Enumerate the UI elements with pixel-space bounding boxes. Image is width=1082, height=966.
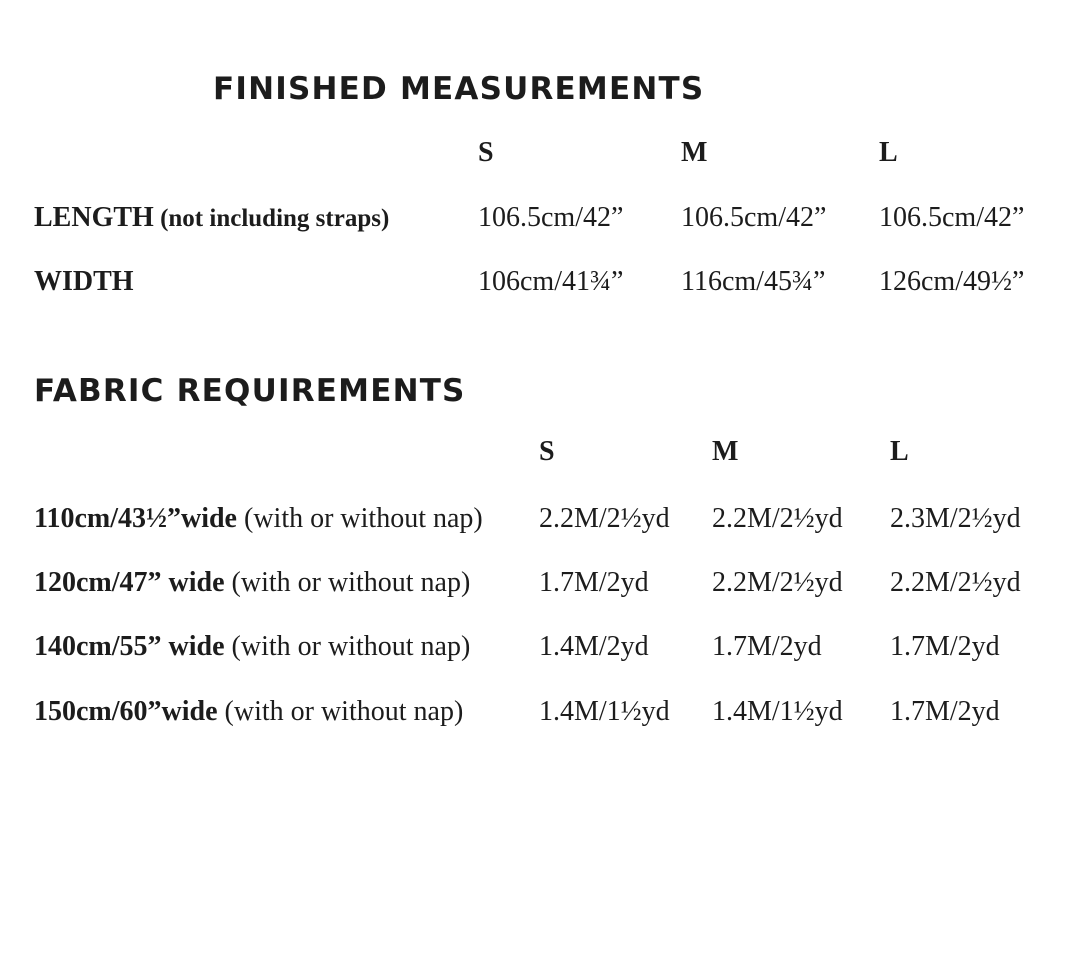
fr-cell-s: 2.2M/2½yd (539, 503, 670, 534)
fr-cell-l: 1.7M/2yd (890, 631, 1000, 662)
fm-width-m: 116cm/45¾” (681, 266, 826, 297)
fr-cell-m: 2.2M/2½yd (712, 503, 843, 534)
fm-length-l: 106.5cm/42” (879, 202, 1025, 233)
fr-cell-s: 1.7M/2yd (539, 567, 649, 598)
fr-size-header-s: S (539, 436, 555, 467)
nap-note: (with or without nap) (224, 567, 471, 598)
fabric-width: 140cm/55” wide (34, 631, 225, 662)
fr-cell-s: 1.4M/2yd (539, 631, 649, 662)
fr-row-label (34, 569, 470, 597)
nap-note: (with or without nap) (237, 503, 483, 534)
fabric-width: 150cm/60”wide (34, 696, 218, 727)
fr-row-label (34, 505, 483, 533)
width-label: WIDTH (34, 266, 134, 297)
fr-size-header-l: L (890, 436, 909, 467)
fabric-requirements-title: FABRIC REQUIREMENTS (34, 373, 466, 409)
fr-size-header-m: M (712, 436, 739, 467)
length-label-note: (not including straps) (153, 205, 390, 232)
fabric-width: 110cm/43½”wide (34, 503, 237, 534)
fm-length-s: 106.5cm/42” (478, 202, 624, 233)
fm-size-header-l: L (879, 137, 898, 168)
finished-measurements-title: FINISHED MEASUREMENTS (213, 71, 705, 107)
fm-row-label-width (34, 268, 134, 296)
fr-cell-l: 1.7M/2yd (890, 696, 1000, 727)
fr-cell-l: 2.3M/2½yd (890, 503, 1021, 534)
fabric-width: 120cm/47” wide (34, 567, 225, 598)
fm-row-label-length (34, 204, 389, 232)
fr-cell-m: 2.2M/2½yd (712, 567, 843, 598)
fr-row-label (34, 633, 470, 661)
nap-note: (with or without nap) (217, 696, 464, 727)
fm-width-s: 106cm/41¾” (478, 266, 624, 297)
fr-row-label (34, 698, 463, 726)
fm-size-header-m: M (681, 137, 708, 168)
fm-size-header-s: S (478, 137, 494, 168)
nap-note: (with or without nap) (224, 631, 471, 662)
fr-cell-m: 1.7M/2yd (712, 631, 822, 662)
fr-cell-l: 2.2M/2½yd (890, 567, 1021, 598)
length-label: LENGTH (34, 202, 154, 233)
fr-cell-s: 1.4M/1½yd (539, 696, 670, 727)
fm-width-l: 126cm/49½” (879, 266, 1025, 297)
fm-length-m: 106.5cm/42” (681, 202, 827, 233)
fr-cell-m: 1.4M/1½yd (712, 696, 843, 727)
